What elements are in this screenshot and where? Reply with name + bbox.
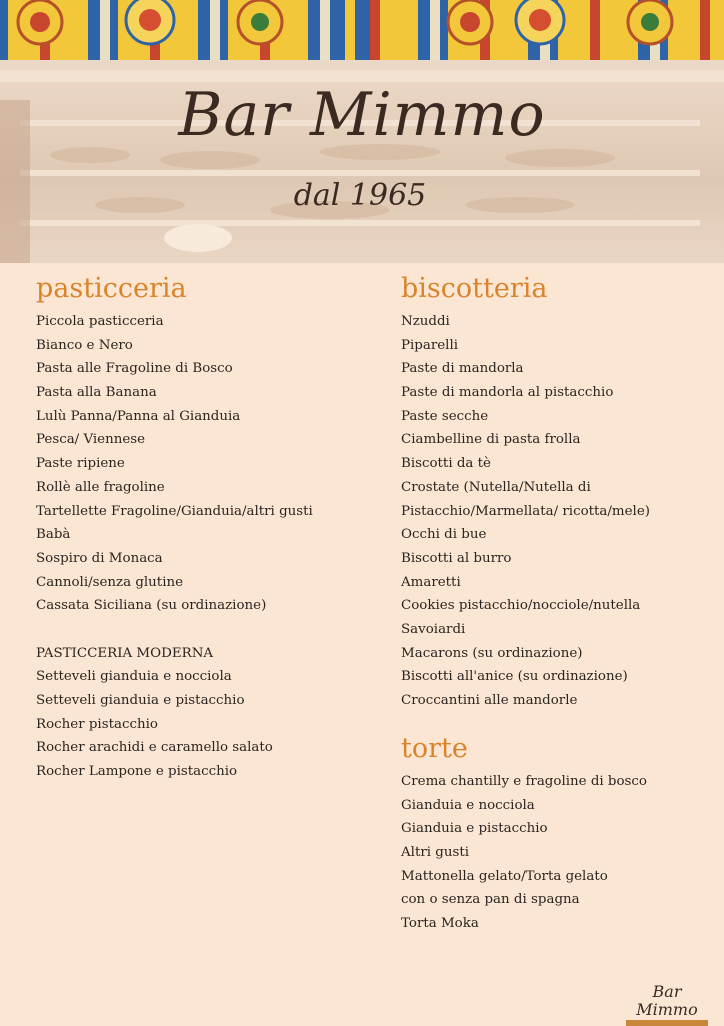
list-item: Lulù Panna/Panna al Gianduia [36,408,241,424]
list-item: Altri gusti [401,845,470,861]
list-item: Paste ripiene [36,456,125,472]
list-item: Ciambelline di pasta frolla [401,432,581,448]
list-item: Cookies pistacchio/nocciole/nutella [401,598,641,614]
list-item: Setteveli gianduia e nocciola [36,669,232,685]
list-item: Nzuddi [401,314,450,329]
list-item: Savoiardi [401,621,466,637]
list-item: Rocher arachidi e caramello salato [36,740,273,756]
list-item: Paste di mandorla [401,361,524,377]
bar-mimmo-logo [622,982,712,1019]
list-item: Setteveli gianduia e pistacchio [36,693,245,708]
list-item: con o senza pan di spagna [401,892,580,908]
list-item: Pistacchio/Marmellata/ ricotta/mele) [401,503,650,519]
list-item: Paste di mandorla al pistacchio [401,385,614,401]
list-item: Pesca/ Viennese [36,432,146,448]
list-item: Tartellette Fragoline/Gianduia/altri gusti [36,503,313,519]
list-item: Cannoli/senza glutine [36,574,184,590]
list-item: Crostate (Nutella/Nutella di [401,479,591,495]
list-item: Paste secche [401,408,489,424]
list-item: Biscotti al burro [401,550,512,566]
list-item: Gianduia e nocciola [401,797,535,813]
list-item: Rollè alle fragoline [36,479,165,495]
list-item: Biscotti all'anice (su ordinazione) [401,669,628,685]
page-title: Bar Mimmo [178,80,546,150]
list-item: Sospiro di Monaca [36,550,163,566]
list-item: Pasta alle Fragoline di Bosco [36,361,233,377]
list-item: Crema chantilly e fragoline di bosco [401,774,647,789]
list-item: Rocher pistacchio [36,716,158,732]
decorative-tile-band [0,0,724,60]
list-item: Rocher Lampone e pistacchio [36,764,238,780]
list-item: Croccantini alle mandorle [401,693,578,708]
list-item: Cassata Siciliana (su ordinazione) [36,598,267,614]
list-spacer [36,618,313,642]
section-title-torte: torte [401,733,468,764]
subsection-heading-moderna: PASTICCERIA MODERNA [36,645,214,661]
page-subtitle: dal 1965 [293,178,427,213]
tile-pattern-icon [0,0,724,60]
list-item: Mattonella gelato/Torta gelato [401,868,608,884]
list-item: Bianco e Nero [36,337,133,353]
pasticceria-list [36,310,313,784]
list-item: Pasta alla Banana [36,385,157,401]
list-item: Babà [36,527,71,543]
list-item: Amaretti [401,574,461,590]
list-item: Occhi di bue [401,527,487,543]
list-item: Piccola pasticceria [36,314,164,329]
list-item: Gianduia e pistacchio [401,821,548,837]
torte-list [401,770,647,936]
logo-text: Bar Mimmo [636,982,698,1019]
list-item: Biscotti da tè [401,456,491,472]
list-item: Torta Moka [401,916,479,932]
list-item: Piparelli [401,337,459,353]
list-item: Macarons (su ordinazione) [401,645,583,661]
logo-bar [626,1020,708,1026]
section-title-biscotteria: biscotteria [401,273,548,304]
section-title-pasticceria: pasticceria [36,273,187,304]
biscotteria-list [401,310,650,713]
